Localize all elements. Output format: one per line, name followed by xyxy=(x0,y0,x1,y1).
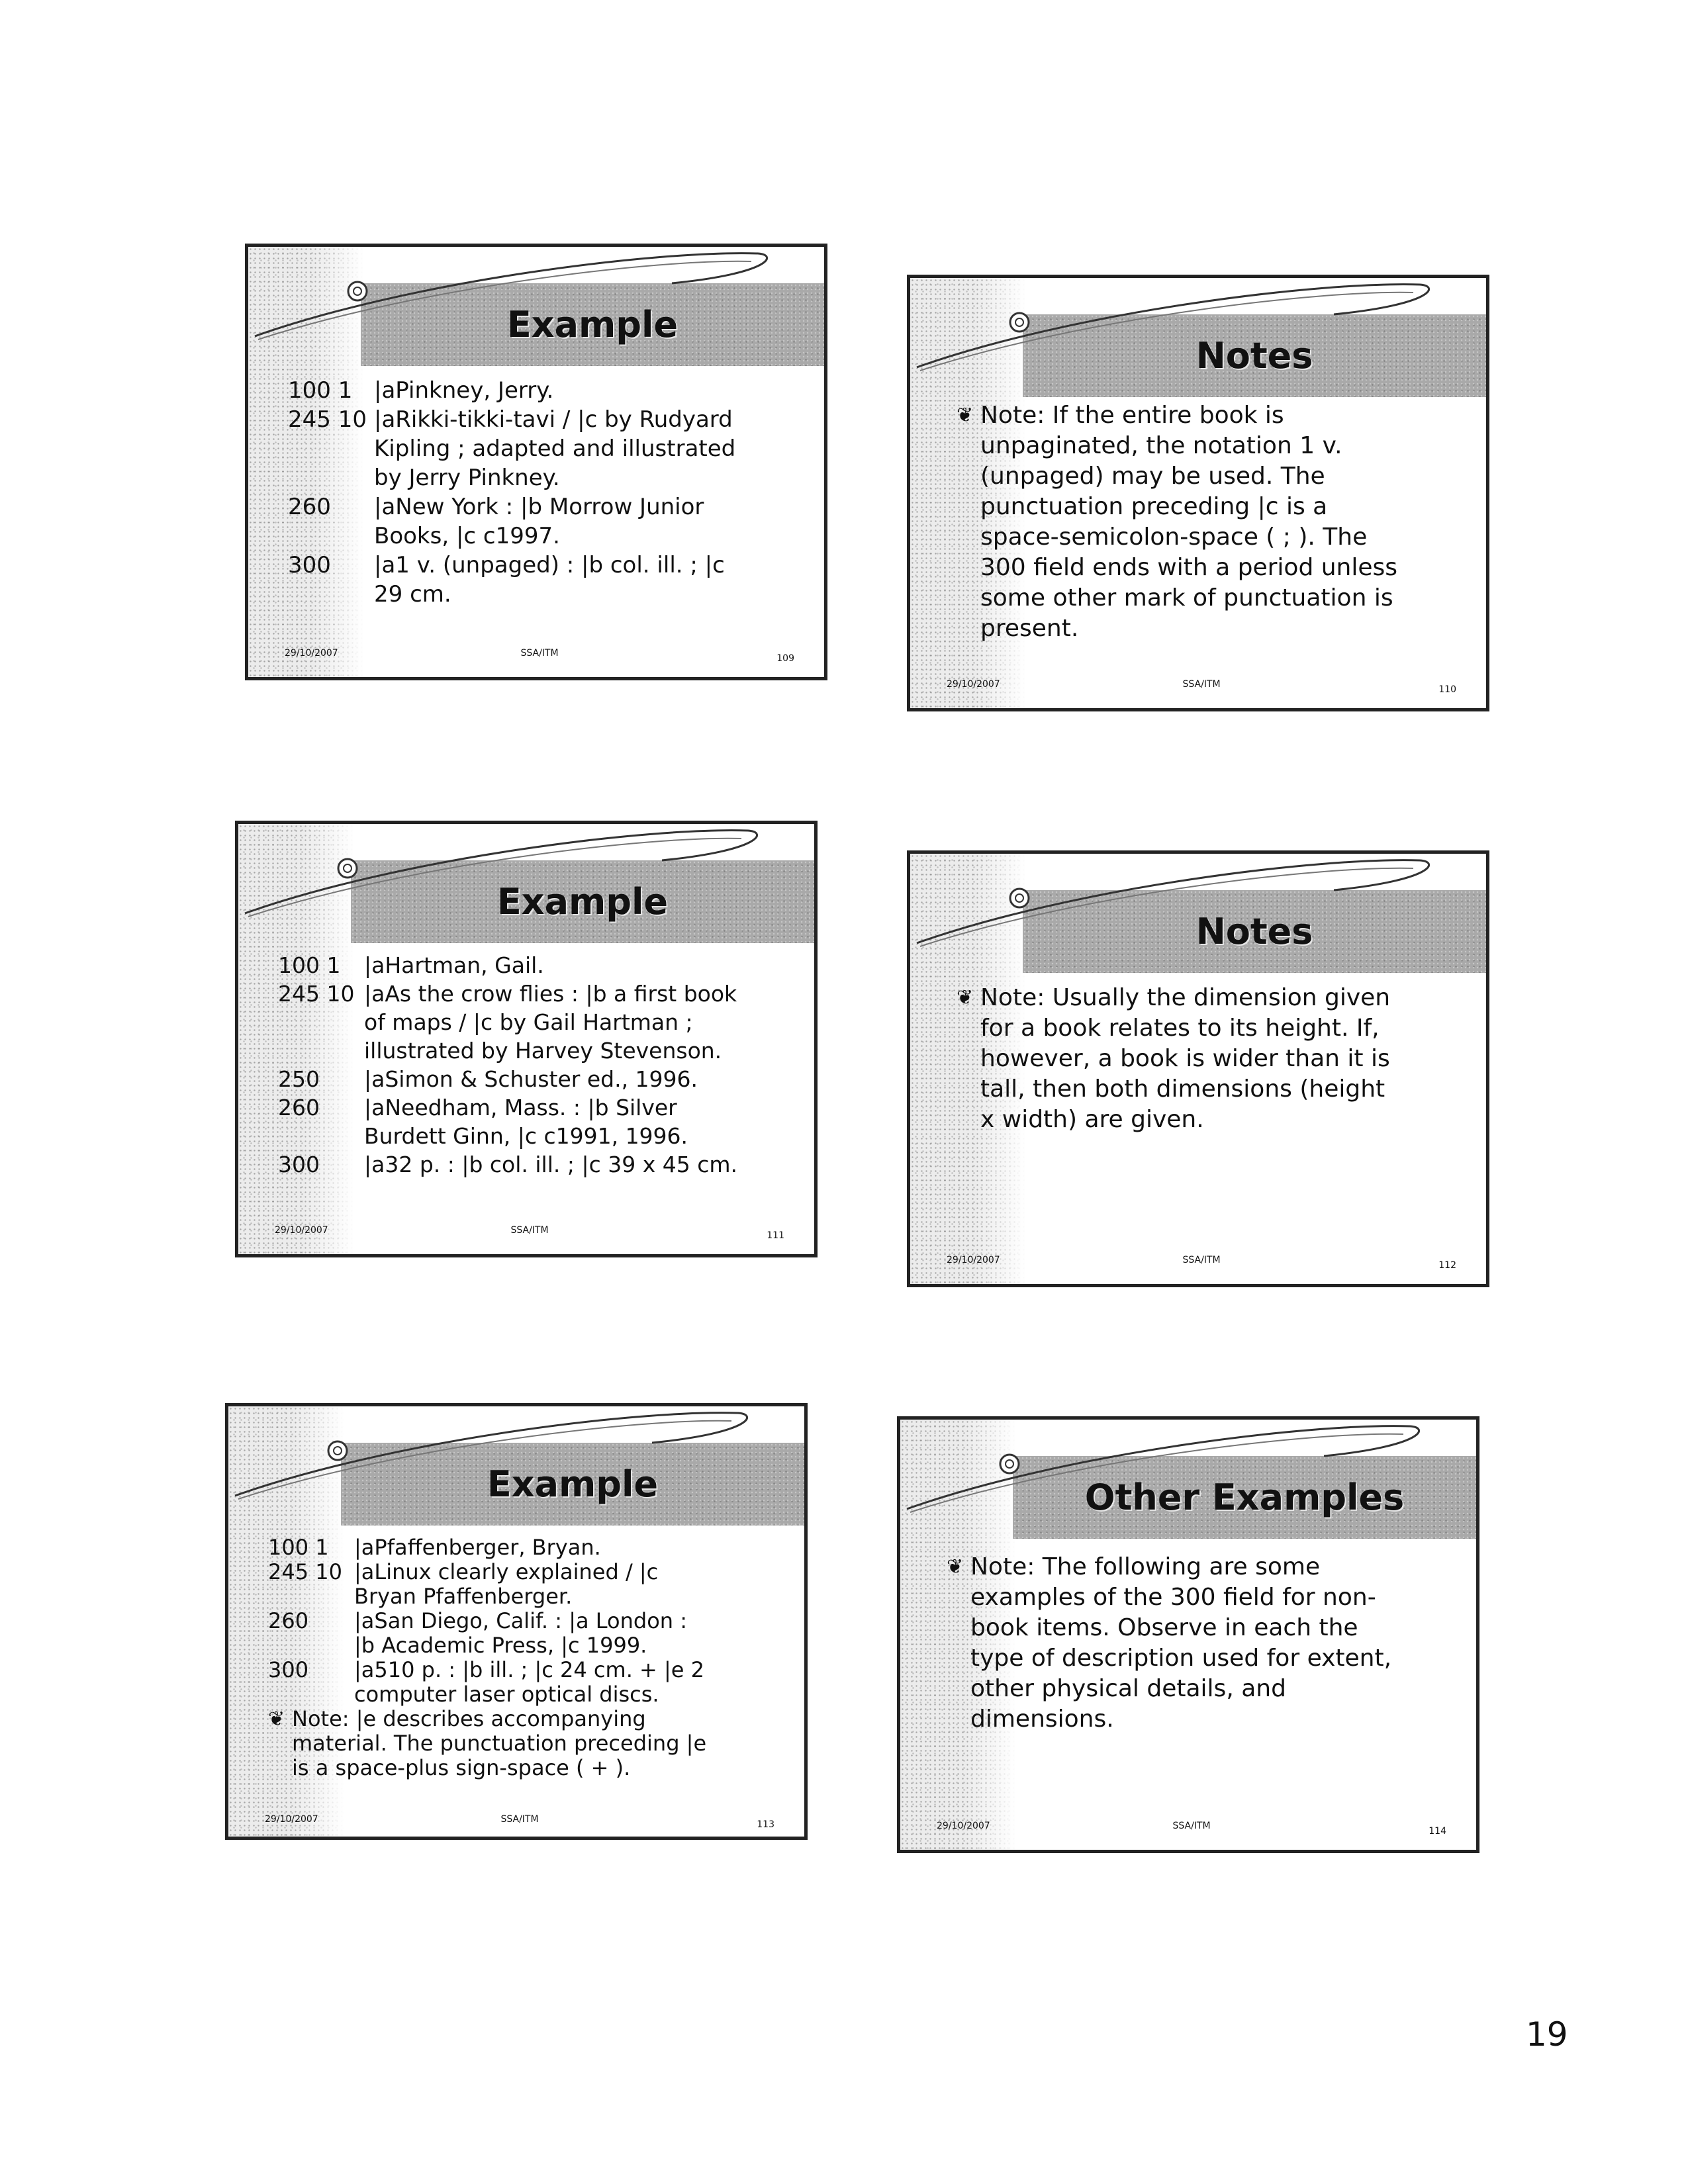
marc-field-300 xyxy=(268,1658,778,1707)
field-tag: 300 xyxy=(268,1657,309,1682)
note-line: space-semicolon-space ( ; ). The xyxy=(980,523,1368,551)
note-line: other physical details, and xyxy=(970,1675,1286,1702)
note-block xyxy=(957,400,1460,644)
note-item xyxy=(957,400,1460,644)
footer-author: SSA/ITM xyxy=(1172,1821,1211,1831)
note-item xyxy=(957,983,1460,1135)
marc-field-100 xyxy=(288,376,798,405)
marc-field-250 xyxy=(278,1065,788,1093)
marc-record xyxy=(268,1535,778,1780)
note-line: is a space-plus sign-space ( + ). xyxy=(292,1755,631,1780)
marc-field-260 xyxy=(278,1093,788,1150)
field-line: 29 cm. xyxy=(374,581,451,608)
marc-field-245 xyxy=(278,979,788,1065)
slide-113 xyxy=(225,1403,808,1840)
slide-number: 111 xyxy=(767,1230,784,1241)
note-block xyxy=(957,983,1460,1135)
footer-date: 29/10/2007 xyxy=(947,1255,1000,1265)
field-line: |aSan Diego, Calif. : |a London : xyxy=(354,1608,687,1633)
slide-title: Notes xyxy=(1196,335,1313,377)
footer-author: SSA/ITM xyxy=(1182,1255,1221,1265)
slide-footer xyxy=(275,1216,784,1241)
field-line: |aRikki-tikki-tavi / |c by Rudyard xyxy=(374,406,733,433)
marc-record xyxy=(278,951,788,1179)
field-line: illustrated by Harvey Stevenson. xyxy=(364,1038,722,1064)
field-line: Burdett Ginn, |c c1991, 1996. xyxy=(364,1123,688,1149)
note-line: some other mark of punctuation is xyxy=(980,584,1393,612)
note-line: material. The punctuation preceding |e xyxy=(292,1731,707,1756)
slide-title: Notes xyxy=(1196,911,1313,952)
slide-109 xyxy=(245,244,827,680)
note-line: x width) are given. xyxy=(980,1106,1204,1133)
note-line: 300 field ends with a period unless xyxy=(980,554,1398,581)
field-tag: 245 10 xyxy=(278,981,355,1007)
footer-date: 29/10/2007 xyxy=(285,648,338,659)
note-line: type of description used for extent, xyxy=(970,1645,1392,1672)
marc-field-100 xyxy=(268,1535,778,1560)
slide-footer xyxy=(947,670,1456,695)
field-tag: 100 1 xyxy=(288,377,353,404)
marc-field-300 xyxy=(278,1150,788,1179)
field-line: Bryan Pfaffenberger. xyxy=(354,1584,573,1609)
flower-bullet-icon: ❦ xyxy=(957,404,974,427)
note-line: punctuation preceding |c is a xyxy=(980,493,1328,520)
note-block xyxy=(947,1552,1450,1735)
field-tag: 100 1 xyxy=(278,952,341,978)
field-line: by Jerry Pinkney. xyxy=(374,465,560,491)
slide-112 xyxy=(907,850,1489,1287)
note-line: (unpaged) may be used. The xyxy=(980,463,1325,490)
page-number: 19 xyxy=(1526,2015,1568,2054)
slide-footer xyxy=(937,1811,1446,1837)
field-line: computer laser optical discs. xyxy=(354,1682,659,1707)
field-tag: 300 xyxy=(278,1152,320,1177)
note-line: Note: If the entire book is xyxy=(980,402,1284,429)
slide-footer xyxy=(265,1805,774,1830)
footer-date: 29/10/2007 xyxy=(937,1821,990,1831)
slide-footer xyxy=(947,1246,1456,1271)
slide-title: Other Examples xyxy=(1084,1477,1405,1518)
field-tag: 260 xyxy=(268,1608,309,1633)
note-line: book items. Observe in each the xyxy=(970,1614,1358,1641)
field-line: |aPfaffenberger, Bryan. xyxy=(354,1535,601,1560)
note-line: examples of the 300 field for non- xyxy=(970,1584,1376,1611)
flower-bullet-icon: ❦ xyxy=(957,986,974,1009)
note-item xyxy=(268,1707,778,1780)
footer-author: SSA/ITM xyxy=(1182,679,1221,690)
field-tag: 245 10 xyxy=(268,1559,342,1584)
footer-date: 29/10/2007 xyxy=(947,679,1000,690)
field-tag: 260 xyxy=(278,1095,320,1120)
field-tag: 300 xyxy=(288,552,331,578)
field-line: |a510 p. : |b ill. ; |c 24 cm. + |e 2 xyxy=(354,1657,705,1682)
field-line: |aNeedham, Mass. : |b Silver xyxy=(364,1095,677,1120)
field-tag: 245 10 xyxy=(288,406,367,433)
field-line: |aNew York : |b Morrow Junior xyxy=(374,494,704,520)
slide-number: 109 xyxy=(776,653,794,664)
marc-record xyxy=(288,376,798,609)
slide-number: 113 xyxy=(757,1819,774,1830)
marc-field-100 xyxy=(278,951,788,979)
slide-footer xyxy=(285,639,794,664)
field-line: Books, |c c1997. xyxy=(374,523,560,549)
footer-author: SSA/ITM xyxy=(500,1814,539,1825)
field-line: |aAs the crow flies : |b a first book xyxy=(364,981,737,1007)
field-tag: 260 xyxy=(288,494,331,520)
note-line: for a book relates to its height. If, xyxy=(980,1015,1380,1042)
marc-field-245 xyxy=(268,1560,778,1609)
marc-field-260 xyxy=(268,1609,778,1658)
note-item xyxy=(947,1552,1450,1735)
slide-number: 114 xyxy=(1429,1826,1446,1837)
field-line: |b Academic Press, |c 1999. xyxy=(354,1633,647,1658)
note-line: present. xyxy=(980,615,1079,642)
flower-bullet-icon: ❦ xyxy=(947,1555,964,1578)
slide-number: 112 xyxy=(1438,1260,1456,1271)
note-line: dimensions. xyxy=(970,1706,1114,1733)
field-line: Kipling ; adapted and illustrated xyxy=(374,435,736,462)
slide-number: 110 xyxy=(1438,684,1456,695)
note-line: however, a book is wider than it is xyxy=(980,1045,1390,1072)
slide-111 xyxy=(235,821,818,1257)
field-line: of maps / |c by Gail Hartman ; xyxy=(364,1009,693,1035)
field-line: |aPinkney, Jerry. xyxy=(374,377,554,404)
slide-title: Example xyxy=(506,304,679,345)
note-line: tall, then both dimensions (height xyxy=(980,1075,1385,1103)
slide-title: Example xyxy=(487,1463,659,1505)
note-line: Note: |e describes accompanying xyxy=(292,1706,646,1731)
slide-title: Example xyxy=(496,881,669,923)
marc-field-260 xyxy=(288,492,798,551)
note-line: Note: The following are some xyxy=(970,1553,1321,1580)
slide-110 xyxy=(907,275,1489,711)
marc-field-245 xyxy=(288,405,798,492)
field-line: |a32 p. : |b col. ill. ; |c 39 x 45 cm. xyxy=(364,1152,737,1177)
footer-date: 29/10/2007 xyxy=(275,1225,328,1236)
flower-bullet-icon: ❦ xyxy=(268,1707,285,1731)
field-line: |aHartman, Gail. xyxy=(364,952,544,978)
field-tag: 250 xyxy=(278,1066,320,1092)
footer-author: SSA/ITM xyxy=(520,648,559,659)
field-line: |aSimon & Schuster ed., 1996. xyxy=(364,1066,698,1092)
field-line: |aLinux clearly explained / |c xyxy=(354,1559,659,1584)
note-line: Note: Usually the dimension given xyxy=(980,984,1391,1011)
slide-114 xyxy=(897,1416,1479,1853)
footer-date: 29/10/2007 xyxy=(265,1814,318,1825)
footer-author: SSA/ITM xyxy=(510,1225,549,1236)
marc-field-300 xyxy=(288,551,798,609)
field-tag: 100 1 xyxy=(268,1535,329,1560)
note-line: unpaginated, the notation 1 v. xyxy=(980,432,1342,459)
field-line: |a1 v. (unpaged) : |b col. ill. ; |c xyxy=(374,552,725,578)
